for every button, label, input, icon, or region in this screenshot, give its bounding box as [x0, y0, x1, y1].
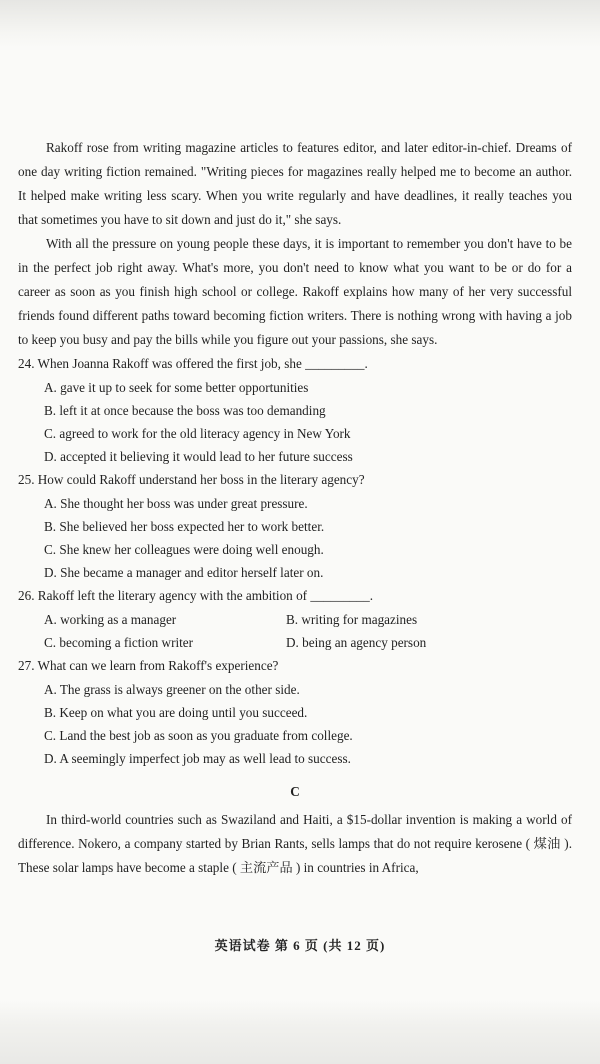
question-stem: 26. Rakoff left the literary agency with the ambition of _________.: [18, 588, 373, 603]
passage-b-paragraph-2: With all the pressure on young people these days, it is important to remember you don't have to be in the perfect job right away. What's more, you don't need to know what you want to be or do for a career as soon as you finish high school or college. Rakoff explains how many of her very successful friends found different paths toward becoming fiction writers. There is nothing wrong with having a job to keep you busy and pay the bills while you figure out your passions, she says.: [18, 236, 572, 347]
option-c: C. becoming a fiction writer: [44, 635, 194, 650]
passage-b-paragraph-1: Rakoff rose from writing magazine articles to features editor, and later editor-in-chief. Dreams of one day writing fiction remained. "Writing pieces for magazines really helped me to become an author. It helped make writing less scary. When you write regularly and have deadlines, it really teaches you that sometimes you have to sit down and just do it," she says.: [18, 140, 572, 227]
question-26: [18, 584, 572, 654]
page-footer: 英语试卷 第 6 页 (共 12 页): [214, 938, 386, 953]
option-b: B. left it at once because the boss was too demanding: [44, 403, 326, 418]
option-a: A. working as a manager: [44, 612, 177, 627]
page-content: [18, 136, 572, 880]
option-b: B. She believed her boss expected her to work better.: [44, 519, 325, 534]
option-c: C. agreed to work for the old literacy agency in New York: [44, 426, 351, 441]
option-a: A. She thought her boss was under great pressure.: [44, 496, 308, 511]
option-a: A. gave it up to seek for some better opportunities: [44, 380, 309, 395]
question-27: [18, 654, 572, 770]
option-d: D. A seemingly imperfect job may as well lead to success.: [44, 751, 351, 766]
section-heading: C: [290, 784, 300, 799]
option-d: D. accepted it believing it would lead to her future success: [44, 449, 353, 464]
option-b: B. writing for magazines: [286, 612, 418, 627]
option-c: C. She knew her colleagues were doing well enough.: [44, 542, 324, 557]
scan-shadow-bottom: [0, 1000, 600, 1064]
option-b: B. Keep on what you are doing until you succeed.: [44, 705, 308, 720]
option-a: A. The grass is always greener on the other side.: [44, 682, 300, 697]
question-stem: 24. When Joanna Rakoff was offered the first job, she _________.: [18, 356, 368, 371]
option-d: D. being an agency person: [286, 635, 427, 650]
question-stem: 27. What can we learn from Rakoff's experience?: [18, 658, 279, 673]
scan-shadow-top: [0, 0, 600, 48]
question-25: [18, 468, 572, 584]
question-24: [18, 352, 572, 468]
option-d: D. She became a manager and editor herself later on.: [44, 565, 324, 580]
passage-c-paragraph-1: In third-world countries such as Swaziland and Haiti, a $15-dollar invention is making a world of difference. Nokero, a company started by Brian Rants, sells lamps that do not require kerosene ( 煤油 ). These solar lamps have become a staple ( 主流产品 ) in countries in Africa,: [18, 812, 572, 875]
option-c: C. Land the best job as soon as you graduate from college.: [44, 728, 353, 743]
option-row: [44, 608, 572, 631]
question-stem: 25. How could Rakoff understand her boss in the literary agency?: [18, 472, 365, 487]
option-row: [44, 631, 572, 654]
